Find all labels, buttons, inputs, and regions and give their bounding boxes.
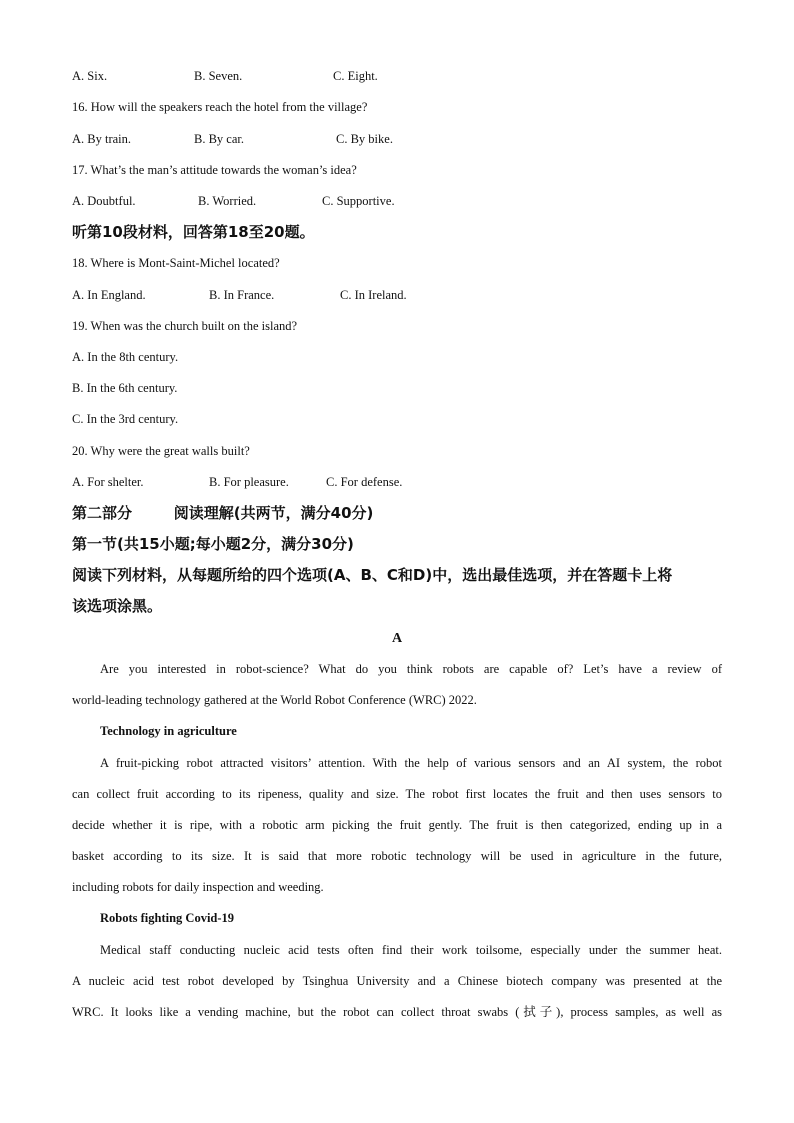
q20-question: 20. Why were the great walls built? [72,444,250,458]
q20-option-a: A. For shelter. [72,475,144,489]
passage-a-subheading-covid: Robots fighting Covid-19 [100,911,235,925]
passage-a-p2-line2: A nucleic acid test robot developed by Tsinghua University and a Chinese biotech company was presented at the [72,974,722,988]
q17-question: 17. What’s the man’s attitude towards the woman’s idea? [72,163,357,177]
section10-heading: 听第10段材料，回答第18至20题。 [72,223,315,241]
passage-a-intro-line2: world-leading technology gathered at the World Robot Conference (WRC) 2022. [72,693,477,707]
q15-option-c: C. Eight. [333,69,378,83]
passage-a-p1-line3: decide whether it is ripe, with a robotic arm picking the fruit gently. The fruit is then categorized, ending up in a [72,818,722,832]
q16-question: 16. How will the speakers reach the hotel from the village? [72,100,368,114]
q16-option-a: A. By train. [72,132,132,146]
part2-instruction-line1: 阅读下列材料，从每题所给的四个选项(A、B、C和D)中，选出最佳选项，并在答题卡上将 [72,566,673,584]
q18-option-a: A. In England. [72,288,146,302]
q16-option-b: B. By car. [194,132,244,146]
part2-section1-heading: 第一节(共15小题;每小题2分，满分30分) [72,535,354,553]
passage-a-p1-line2: can collect fruit according to its ripeness, quality and size. The robot first locates the fruit and then uses sensors to [72,787,722,801]
part2-heading: 第二部分 阅读理解(共两节，满分40分) [72,504,374,522]
q17-option-c: C. Supportive. [322,194,395,208]
q18-question: 18. Where is Mont-Saint-Michel located? [72,256,280,270]
passage-a-p2-line1: Medical staff conducting nucleic acid tests often find their work toilsome, especially under the summer heat. [100,943,722,957]
passage-a-p1-line5: including robots for daily inspection and weeding. [72,880,324,894]
q20-option-b: B. For pleasure. [209,475,289,489]
passage-a-p2-line3: WRC. It looks like a vending machine, but the robot can collect throat swabs (拭子), process samples, as well as [72,1005,722,1019]
q18-option-c: C. In Ireland. [340,288,407,302]
q16-option-c: C. By bike. [336,132,393,146]
q20-option-c: C. For defense. [326,475,403,489]
q17-option-b: B. Worried. [198,194,257,208]
q19-option-a: A. In the 8th century. [72,350,179,364]
passage-a-subheading-agriculture: Technology in agriculture [100,724,237,738]
q19-option-c: C. In the 3rd century. [72,412,179,426]
passage-a-p1-line4: basket according to its size. It is said that more robotic technology will be used in agriculture in the future, [72,849,722,863]
q17-option-a: A. Doubtful. [72,194,136,208]
passage-a-intro-line1: Are you interested in robot-science? What do you think robots are capable of? Let’s have a review of [100,662,722,676]
part2-instruction-line2: 该选项涂黑。 [72,597,163,615]
passage-a-p1-line1: A fruit-picking robot attracted visitors’ attention. With the help of various sensors and an AI system, the robot [100,756,722,770]
q15-option-a: A. Six. [72,69,108,83]
q15-option-b: B. Seven. [194,69,243,83]
q18-option-b: B. In France. [209,288,275,302]
q19-question: 19. When was the church built on the island? [72,319,298,333]
passage-a-label: A [391,631,403,646]
q19-option-b: B. In the 6th century. [72,381,178,395]
